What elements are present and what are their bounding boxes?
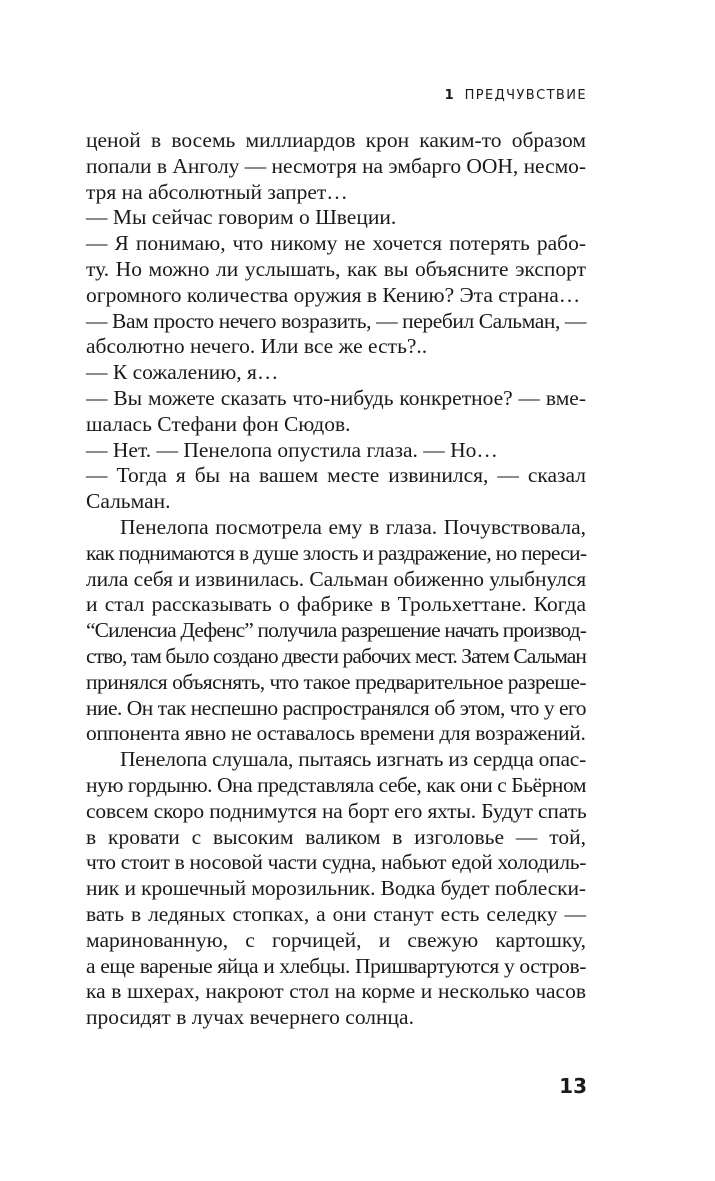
text-line: тря на абсолютный запрет… <box>86 179 348 204</box>
text-line: попали в Анголу — несмотря на эмбарго ООН, несмо- <box>86 153 586 178</box>
body-text <box>86 128 586 1031</box>
text-line: ценой в восемь миллиардов крон каким-то образом <box>86 128 586 152</box>
text-line: ка в шхерах, накроют стол на корме и несколько часов <box>86 979 586 1004</box>
text-line: — Вам просто нечего возразить, — перебил Сальман, — <box>86 308 586 333</box>
text-line: лила себя и извинилась. Сальман обиженно улыбнулся <box>86 566 587 591</box>
text-line: “Силенсиа Дефенс” получила разрешение начать производ- <box>86 618 586 643</box>
text-line: ство, там было создано двести рабочих мест. Затем Сальман <box>86 643 586 668</box>
text-line: в кровати с высоким валиком в изголовье — той, <box>86 824 586 849</box>
text-line: абсолютно нечего. Или все же есть?.. <box>86 334 428 359</box>
text-line: а еще вареные яйца и хлебцы. Пришвартуются у остров- <box>86 953 586 978</box>
text-line: принялся объяснять, что такое предварительное разреше- <box>86 669 586 694</box>
text-line: — Я понимаю, что никому не хочется потерять рабо- <box>86 231 586 256</box>
text-line: — Мы сейчас говорим о Швеции. <box>86 205 397 230</box>
text-line: и стал рассказывать о фабрике в Трольхеттане. Когда <box>86 592 586 617</box>
text-line: Пенелопа слушала, пытаясь изгнать из сердца опас- <box>120 747 587 772</box>
chapter-title: ПРЕДЧУВСТВИЕ <box>464 88 587 103</box>
text-line: шалась Стефани фон Сюдов. <box>86 411 351 436</box>
text-line: огромного количества оружия в Кению? Эта страна… <box>86 282 581 307</box>
chapter-number: 1 <box>444 88 456 103</box>
text-line: — Тогда я бы на вашем месте извинился, — сказал <box>86 463 586 488</box>
page-number: 13 <box>559 1074 587 1098</box>
text-line: оппонента явно не оставалось времени для возражений. <box>86 721 586 746</box>
text-line: Сальман. <box>86 489 171 514</box>
running-head <box>445 88 587 103</box>
text-line: маринованную, с горчицей, и свежую картошку, <box>86 927 586 952</box>
text-line: — К сожалению, я… <box>86 360 279 385</box>
text-line: совсем скоро поднимутся на борт его яхты. Будут спать <box>86 798 587 823</box>
text-line: вать в ледяных стопках, а они станут есть селедку — <box>86 901 586 926</box>
text-line: как поднимаются в душе злость и раздражение, но переси- <box>86 540 587 565</box>
text-line: ник и крошечный морозильник. Водка будет поблески- <box>86 876 586 901</box>
text-line: — Нет. — Пенелопа опустила глаза. — Но… <box>86 437 498 462</box>
text-line: ту. Но можно ли услышать, как вы объясните экспорт <box>86 256 586 281</box>
text-line: что стоит в носовой части судна, набьют едой холодиль- <box>86 850 587 875</box>
text-line: ние. Он так неспешно распространялся об этом, что у его <box>86 695 586 720</box>
text-line: — Вы можете сказать что-нибудь конкретное? — вме- <box>86 385 586 410</box>
text-line: просидят в лучах вечернего солнца. <box>86 1005 414 1030</box>
text-line: ную гордыню. Она представляла себе, как они с Бьёрном <box>86 772 586 797</box>
text-line: Пенелопа посмотрела ему в глаза. Почувствовала, <box>120 514 586 539</box>
